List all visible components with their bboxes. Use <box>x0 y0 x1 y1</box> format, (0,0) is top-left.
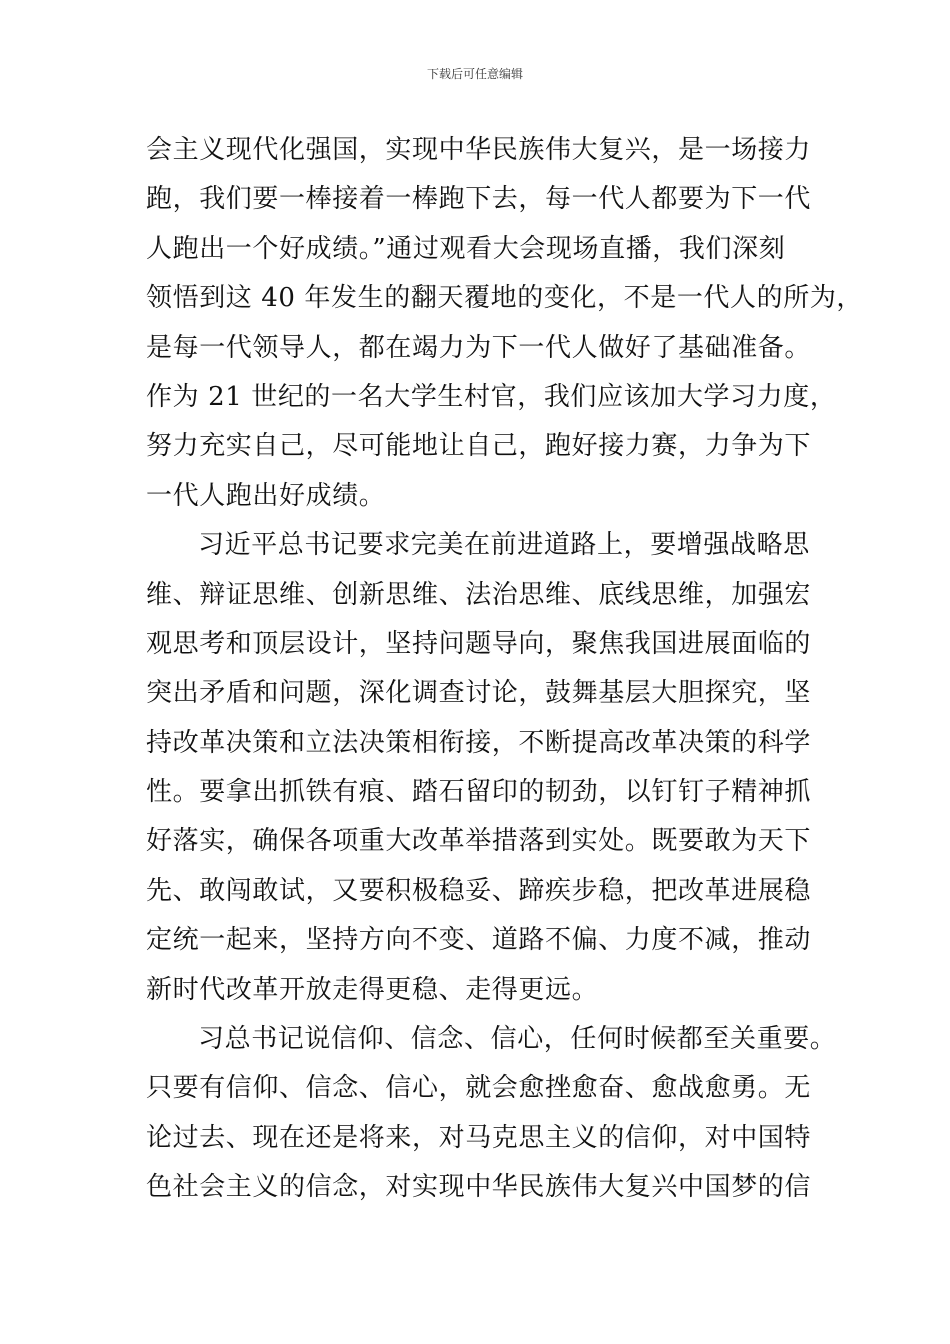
document-body <box>146 126 864 1213</box>
text-line: 先、敢闯敢试，又要积极稳妥、蹄疾步稳，把改革进展稳 <box>146 875 812 906</box>
text-line: 是每一代领导人，都在竭力为下一代人做好了基础准备。 <box>146 332 812 363</box>
text-line: 会主义现代化强国，实现中华民族伟大复兴，是一场接力 <box>146 135 812 165</box>
text-line: 跑，我们要一棒接着一棒跑下去，每一代人都要为下一代 <box>146 184 812 215</box>
text-line: 维、辩证思维、创新思维、法治思维、底线思维，加强宏 <box>146 579 812 610</box>
text-line: 突出矛盾和问题，深化调查讨论，鼓舞基层大胆探究，坚 <box>146 678 812 709</box>
text-line: 观思考和顶层设计，坚持问题导向，聚焦我国进展面临的 <box>146 628 812 659</box>
text-line: 努力充实自己，尽可能地让自己，跑好接力赛，力争为下 <box>146 431 812 462</box>
paragraph-first-line: 习近平总书记要求完美在前进道路上，要增强战略思 <box>198 530 810 561</box>
text-line: 领悟到这 40 年发生的翻天覆地的变化，不是一代人的所为， <box>146 283 864 314</box>
text-line: 好落实，确保各项重大改革举措落到实处。既要敢为天下 <box>146 826 812 857</box>
text-line: 作为 21 世纪的一名大学生村官，我们应该加大学习力度， <box>146 381 837 412</box>
text-line: 一代人跑出好成绩。 <box>146 480 386 511</box>
paragraph-first-line: 习总书记说信仰、信念、信心，任何时候都至关重要。 <box>198 1024 837 1055</box>
text-line: 人跑出一个好成绩。”通过观看大会现场直播，我们深刻 <box>146 233 786 264</box>
text-line: 定统一起来，坚持方向不变、道路不偏、力度不减，推动 <box>146 925 812 956</box>
page-header: 下载后可任意编辑 <box>426 67 523 81</box>
text-line: 持改革决策和立法决策相衔接，不断提高改革决策的科学 <box>146 727 812 758</box>
text-line: 只要有信仰、信念、信心，就会愈挫愈奋、愈战愈勇。无 <box>146 1073 812 1104</box>
text-line: 色社会主义的信念，对实现中华民族伟大复兴中国梦的信 <box>146 1172 812 1203</box>
text-line: 性。要拿出抓铁有痕、踏石留印的韧劲，以钉钉子精神抓 <box>146 777 812 808</box>
text-line: 新时代改革开放走得更稳、走得更远。 <box>146 974 599 1005</box>
text-line: 论过去、现在还是将来，对马克思主义的信仰，对中国特 <box>146 1122 812 1153</box>
